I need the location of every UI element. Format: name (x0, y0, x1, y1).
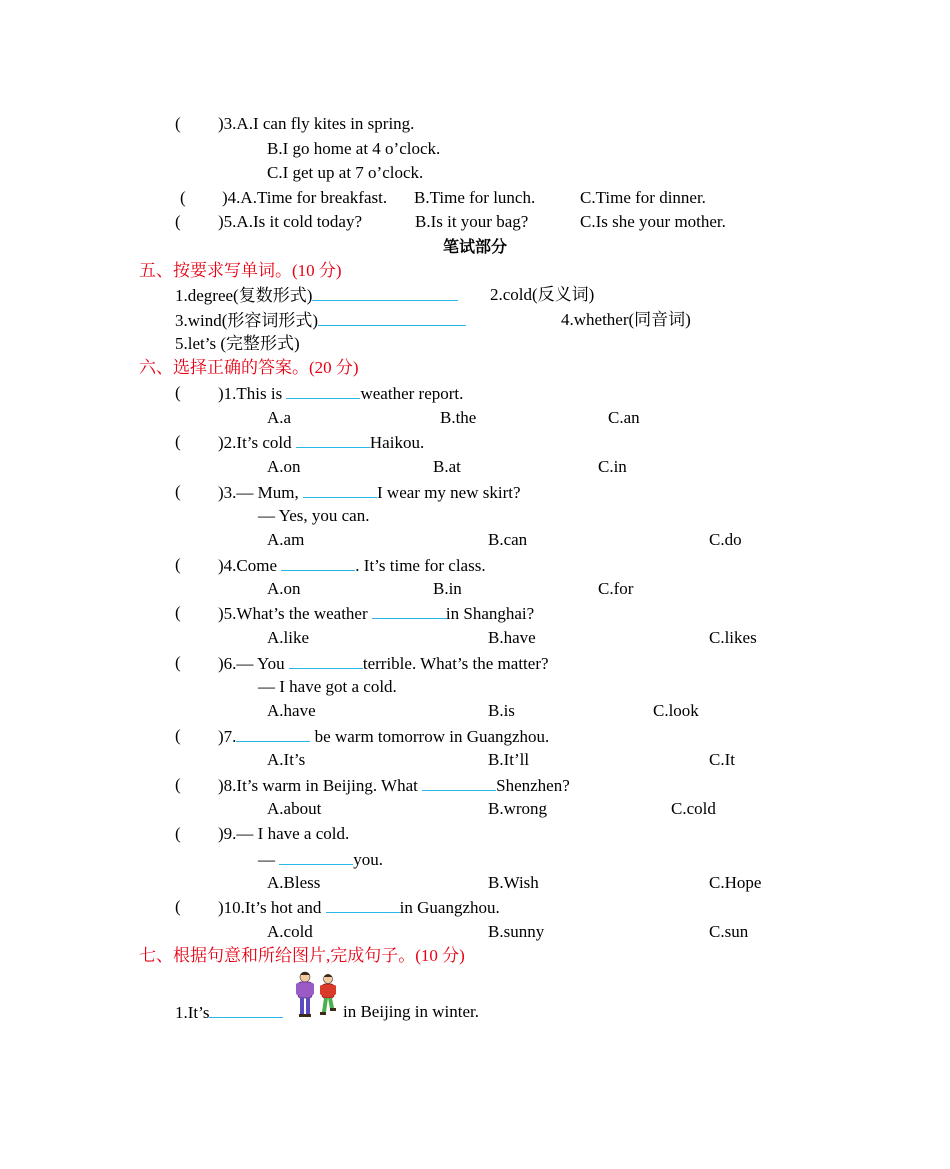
question-text: )6.— You (218, 654, 289, 673)
answer-blank[interactable] (281, 555, 355, 571)
q8-option-c: C.cold (671, 799, 716, 818)
section-5-item-1 (175, 285, 458, 306)
question-3-option-c: C.I get up at 7 o’clock. (267, 163, 424, 182)
question-text: )8.It’s warm in Beijing. What (218, 776, 423, 795)
question-text: Shenzhen? (496, 776, 570, 795)
q6-option-c: C.look (653, 701, 699, 720)
question-5-number: )5. (218, 212, 237, 231)
q1-option-b: B.the (440, 408, 477, 427)
question-5-text: A.Is it cold today? (236, 212, 363, 231)
q10-option-c: C.sun (709, 922, 749, 941)
section-7-question-1-tail: in Beijing in winter. (343, 1002, 479, 1021)
paren: ( (175, 653, 181, 672)
answer-blank[interactable] (422, 775, 496, 791)
question-text: be warm tomorrow in Guangzhou. (310, 727, 550, 746)
q3-reply: — Yes, you can. (258, 506, 370, 525)
question-text: in Shanghai? (445, 604, 535, 623)
q4-option-a: A.on (267, 579, 301, 598)
question-3-paren: ( (175, 114, 181, 133)
question-4 (218, 555, 486, 576)
question-5 (218, 603, 534, 624)
paren: ( (175, 603, 181, 622)
question-4-paren: ( (180, 188, 186, 207)
question-text: )3.— Mum, (218, 483, 303, 502)
q4-option-b: B.in (433, 579, 462, 598)
question-text: 1.It’s (175, 1003, 210, 1022)
q6-option-a: A.have (267, 701, 316, 720)
two-children-in-winter-clothes-icon (293, 970, 341, 1020)
paren: ( (175, 555, 181, 574)
question-9: )9.— I have a cold. (218, 824, 350, 843)
question-4-text: A.Time for breakfast. (240, 188, 388, 207)
question-4-option-c: C.Time for dinner. (580, 188, 706, 207)
question-text: )10.It’s hot and (218, 898, 326, 917)
question-10 (218, 897, 500, 918)
answer-blank[interactable] (296, 432, 370, 448)
question-5-option-a (218, 212, 362, 232)
answer-blank[interactable] (312, 285, 458, 301)
q9-option-b: B.Wish (488, 873, 539, 892)
q2-option-b: B.at (433, 457, 461, 476)
q9-option-a: A.Bless (267, 873, 321, 892)
reply-text: you. (353, 850, 383, 869)
answer-blank[interactable] (372, 603, 446, 619)
question-text: )5.What’s the weather (218, 604, 372, 623)
q1-option-a: A.a (267, 408, 292, 427)
question-5-option-b: B.Is it your bag? (415, 212, 529, 231)
q5-option-c: C.likes (709, 628, 757, 647)
question-text: weather report. (360, 384, 464, 403)
answer-blank[interactable] (209, 1002, 283, 1018)
paren: ( (175, 482, 181, 501)
q10-option-b: B.sunny (488, 922, 545, 941)
paren: ( (175, 432, 181, 451)
section-5-item-2: 2.cold(反义词) (490, 285, 595, 304)
question-3 (218, 482, 521, 503)
answer-blank[interactable] (289, 653, 363, 669)
question-2 (218, 432, 424, 453)
question-3-option-a (218, 114, 414, 134)
q10-option-a: A.cold (267, 922, 313, 941)
question-text: )2.It’s cold (218, 433, 296, 452)
question-3-text: A.I can fly kites in spring. (236, 114, 415, 133)
question-5-paren: ( (175, 212, 181, 231)
paren: ( (175, 824, 181, 843)
answer-blank[interactable] (303, 482, 377, 498)
question-text: )4.Come (218, 556, 282, 575)
q8-option-a: A.about (267, 799, 322, 818)
q3-option-b: B.can (488, 530, 528, 549)
q9-reply (258, 849, 383, 870)
q4-option-c: C.for (598, 579, 634, 598)
section-5-item-5: 5.let’s (完整形式) (175, 334, 300, 353)
question-text: . It’s time for class. (355, 556, 486, 575)
answer-blank[interactable] (286, 383, 360, 399)
question-3-number: )3. (218, 114, 237, 133)
item-1-text: 1.degree(复数形式) (175, 286, 313, 305)
q5-option-b: B.have (488, 628, 536, 647)
question-5-option-c: C.Is she your mother. (580, 212, 726, 231)
q7-option-c: C.It (709, 750, 735, 769)
answer-blank[interactable] (236, 726, 310, 742)
q8-option-b: B.wrong (488, 799, 548, 818)
question-text: in Guangzhou. (399, 898, 500, 917)
question-1 (218, 383, 463, 404)
question-4-number: )4. (222, 188, 241, 207)
question-text: )1.This is (218, 384, 287, 403)
q6-reply: — I have got a cold. (258, 677, 397, 696)
question-6 (218, 653, 549, 674)
answer-blank[interactable] (326, 897, 400, 913)
paren: ( (175, 897, 181, 916)
question-text: I wear my new skirt? (377, 483, 521, 502)
section-5-title: 五、按要求写单词。(10 分) (139, 261, 342, 280)
question-4-option-a (222, 188, 387, 208)
section-5-item-3 (175, 310, 466, 331)
written-section-title: 笔试部分 (442, 237, 507, 256)
section-6-title: 六、选择正确的答案。(20 分) (139, 358, 359, 377)
q7-option-b: B.It’ll (488, 750, 530, 769)
question-8 (218, 775, 570, 796)
question-3-option-b: B.I go home at 4 o’clock. (267, 139, 441, 158)
question-7 (218, 726, 549, 747)
q2-option-a: A.on (267, 457, 301, 476)
q1-option-c: C.an (608, 408, 640, 427)
reply-dash: — (258, 850, 280, 869)
q2-option-c: C.in (598, 457, 627, 476)
q7-option-a: A.It’s (267, 750, 306, 769)
question-text: )7. (218, 727, 237, 746)
answer-blank[interactable] (279, 849, 353, 865)
q5-option-a: A.like (267, 628, 310, 647)
question-text: terrible. What’s the matter? (362, 654, 549, 673)
section-5-item-4: 4.whether(同音词) (561, 310, 691, 329)
q3-option-c: C.do (709, 530, 742, 549)
q9-option-c: C.Hope (709, 873, 762, 892)
item-3-text: 3.wind(形容词形式) (175, 311, 319, 330)
answer-blank[interactable] (318, 310, 466, 326)
section-7-title: 七、根据句意和所给图片,完成句子。(10 分) (139, 946, 465, 965)
paren: ( (175, 775, 181, 794)
section-7-question-1 (175, 1002, 283, 1023)
q3-option-a: A.am (267, 530, 305, 549)
paren: ( (175, 383, 181, 402)
q6-option-b: B.is (488, 701, 515, 720)
question-4-option-b: B.Time for lunch. (414, 188, 536, 207)
question-text: Haikou. (369, 433, 425, 452)
paren: ( (175, 726, 181, 745)
